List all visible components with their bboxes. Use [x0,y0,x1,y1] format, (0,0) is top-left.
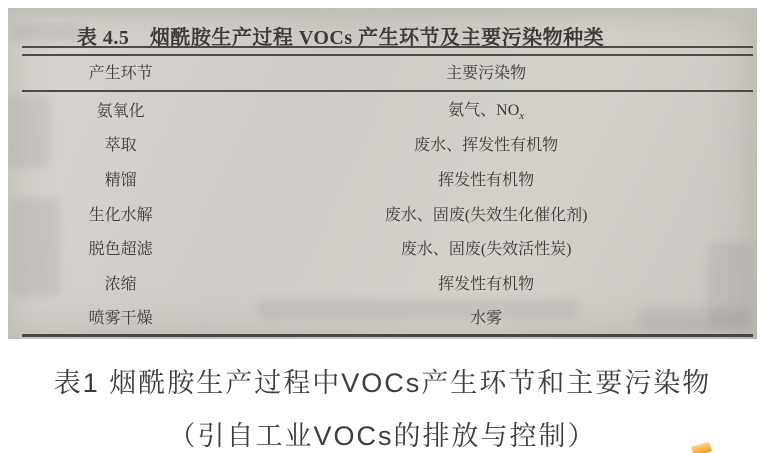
process-cell: 精馏 [104,171,137,189]
scanned-book-photo [8,8,757,339]
process-cell: 氨氧化 [96,102,145,120]
pollutant-text: 氨气、NO [448,101,520,119]
process-cell: 生化水解 [88,206,153,224]
pollutant-cell: 废水、固废(失效活性炭) [400,241,572,259]
header-pollutant-label: 主要污染物 [446,64,527,82]
table-row [22,196,753,231]
pollutant-cell: 废水、挥发性有机物 [414,137,559,155]
process-cell: 浓缩 [104,275,137,293]
table-bottom-rule [22,334,753,337]
pollutant-cell: 废水、固废(失效生化催化剂) [384,206,588,224]
nox-subscript: x [519,109,525,122]
table-row [22,299,753,334]
caption-line-2: （引自工业VOCs的排放与控制） [168,421,597,451]
table-row [22,161,753,196]
pollutant-cell [219,97,753,122]
caption-line-1: 表1 烟酰胺生产过程中VOCs产生环节和主要污染物 [53,368,712,398]
pollutant-cell: 挥发性有机物 [438,275,535,293]
process-cell: 萃取 [104,137,137,155]
table-row [22,230,753,265]
pollutant-cell: 水雾 [470,310,503,328]
table-row [22,92,753,127]
table-body [22,92,753,334]
table-row [22,265,753,300]
process-cell: 脱色超滤 [88,241,153,259]
pollutant-cell: 挥发性有机物 [438,171,535,189]
table-row [22,127,753,162]
process-cell: 喷雾干燥 [88,310,153,328]
table-header-row [22,52,753,90]
table-title: 表 4.5 烟酰胺生产过程 VOCs 产生环节及主要污染物种类 [76,27,605,49]
header-process-label: 产生环节 [88,64,153,82]
